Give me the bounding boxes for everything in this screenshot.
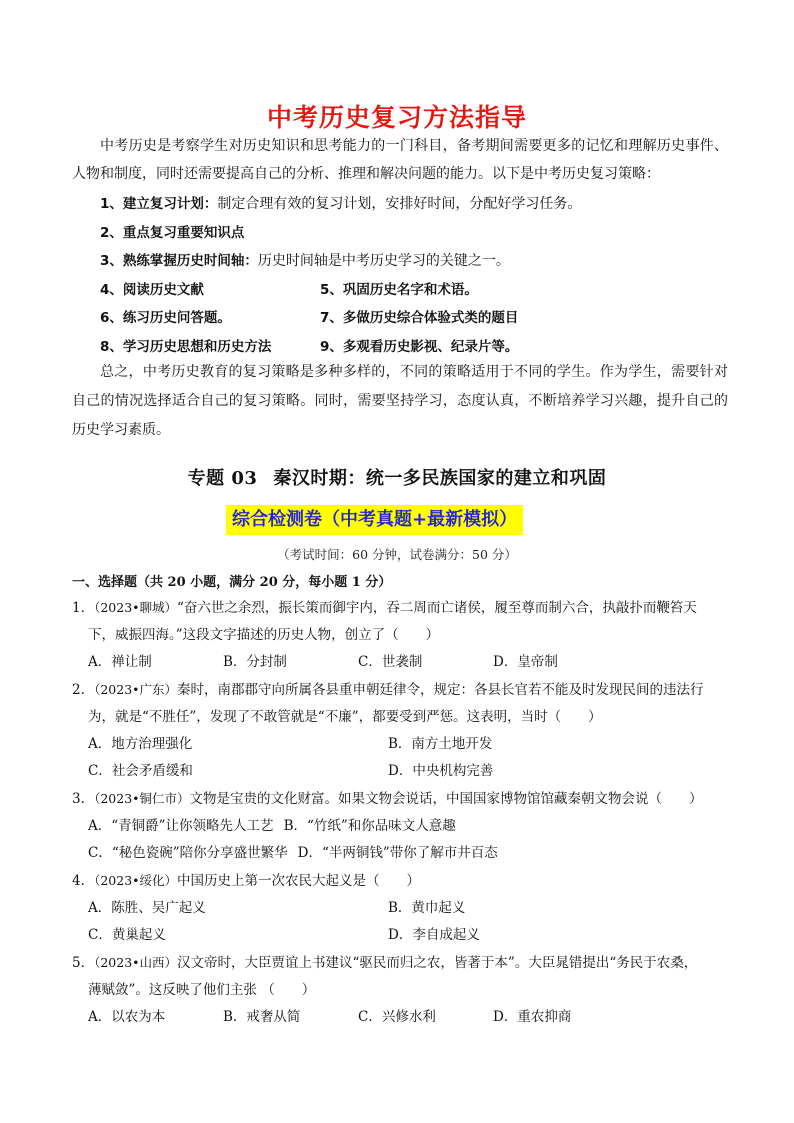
question-item (72, 867, 732, 949)
exam-banner: 综合检测卷（中考真题+最新模拟） (226, 505, 523, 535)
section-heading: 一、选择题（共 20 小题，满分 20 分，每小题 1 分） (72, 575, 392, 590)
option-row (72, 758, 732, 785)
strategy-item: 7、多做历史综合体验式类的题目 (320, 310, 519, 326)
option-row (72, 813, 732, 840)
strategy-item (100, 247, 740, 276)
option-d[interactable]: D．中央机构完善 (388, 763, 494, 779)
strategy-item: 9、多观看历史影视、纪录片等。 (320, 338, 519, 355)
option-row (72, 840, 732, 867)
option-c[interactable]: C．“秘色瓷碗”陪你分享盛世繁华 (88, 845, 288, 861)
option-row (72, 1004, 732, 1031)
option-c[interactable]: C．社会矛盾缓和 (88, 763, 193, 779)
strategy-list (100, 190, 740, 361)
question-text-continued: 下，威振四海。”这段文字描述的历史人物，创立了（ ） (88, 627, 440, 643)
strategy-item (100, 190, 740, 219)
option-d[interactable]: D．皇帝制 (493, 654, 558, 670)
question-stem (72, 676, 732, 731)
strategy-pair-row (100, 333, 740, 362)
main-title: 中考历史复习方法指导 (266, 103, 527, 132)
option-b[interactable]: B．南方土地开发 (388, 736, 493, 752)
topic-title (0, 464, 794, 490)
option-b[interactable]: B．戒奢从简 (223, 1009, 301, 1025)
question-text: 文物是宝贵的文化财富。如果文物会说话，中国国家博物馆馆藏秦朝文物会说（ ） (189, 791, 703, 807)
option-c[interactable]: C．兴修水利 (358, 1009, 436, 1025)
option-row (72, 731, 732, 758)
summary-paragraph: 总之，中考历史教育的复习策略是多种多样的，不同的策略适用于不同的学生。作为学生，需要针对自己的情况选择适合自己的复习策略。同时，需要坚持学习，态度认真，不断培养学习兴趣，提升自己的历史学习素质。 (72, 364, 728, 438)
question-item (72, 785, 732, 867)
question-item (72, 594, 732, 676)
option-d[interactable]: D．李自成起义 (388, 927, 480, 943)
topic-code: 专题 03 (187, 468, 258, 489)
strategy-item: 4、阅读历史文献 (100, 281, 204, 298)
question-number: 2． (72, 682, 95, 698)
strategy-item: 8、学习历史思想和历史方法 (100, 338, 272, 355)
option-b[interactable]: B．“竹纸”和你品味文人意趣 (283, 818, 456, 834)
option-c[interactable]: C．黄巢起义 (88, 927, 166, 943)
question-item (72, 676, 732, 785)
question-text: 中国历史上第一次农民大起义是（ ） (177, 873, 421, 889)
option-a[interactable]: A．陈胜、吴广起义 (88, 900, 206, 916)
option-a[interactable]: A．地方治理强化 (88, 736, 193, 752)
option-a[interactable]: A．“青铜爵”让你领略先人工艺 (88, 818, 274, 834)
question-stem (72, 867, 732, 895)
option-b[interactable]: B．黄巾起义 (388, 900, 466, 916)
exam-info: （考试时间：60 分钟，试卷满分：50 分） (277, 547, 517, 562)
question-number: 3． (72, 791, 95, 807)
option-row (72, 922, 732, 949)
question-source: （2023•广东） (94, 682, 178, 697)
question-source: （2023•铜仁市） (94, 791, 190, 806)
question-source: （2023•山西） (94, 955, 178, 970)
strategy-item: 6、练习历史问答题。 (100, 310, 231, 326)
question-number: 5． (72, 955, 95, 971)
question-item (72, 949, 732, 1031)
option-d[interactable]: D．重农抑商 (493, 1009, 572, 1025)
question-source: （2023•聊城） (94, 600, 178, 615)
question-source: （2023•绥化） (94, 873, 178, 888)
strategy-item (100, 219, 740, 248)
question-stem (72, 594, 732, 649)
strategy-pair-row (100, 304, 740, 333)
question-stem (72, 785, 732, 813)
option-row (72, 895, 732, 922)
option-row (72, 649, 732, 676)
strategy-label: 1、建立复习计划： (100, 196, 218, 212)
option-a[interactable]: A．禅让制 (88, 654, 152, 670)
question-text-continued: 薄赋敛”。这反映了他们主张 （ ） (88, 982, 316, 998)
strategy-pair-row (100, 276, 740, 305)
question-list (72, 594, 732, 1031)
option-a[interactable]: A．以农为本 (88, 1009, 166, 1025)
question-text: 汉文帝时，大臣贾谊上书建议“驱民而归之农，皆著于本”。大臣晁错提出“务民于农桑， (177, 955, 698, 971)
option-b[interactable]: B．分封制 (223, 654, 287, 670)
strategy-label: 3、熟练掌握历史时间轴： (100, 253, 258, 269)
question-text-continued: 为，就是“不胜任”，发现了不敢管就是“不廉”，都要受到严惩。这表明，当时（ ） (88, 709, 602, 725)
strategy-label: 2、重点复习重要知识点 (100, 224, 245, 241)
intro-paragraph: 中考历史是考察学生对历史知识和思考能力的一门科目，备考期间需要更多的记忆和理解历史事件、人物和制度，同时还需要提高自己的分析、推理和解决问题的能力。以下是中考历史复习策略： (72, 138, 728, 182)
topic-name: 秦汉时期：统一多民族国家的建立和巩固 (273, 468, 607, 489)
question-number: 1． (72, 600, 95, 616)
question-text: “奋六世之余烈，振长策而御宇内，吞二周而亡诸侯，履至尊而制六合，执敲扑而鞭笞天 (177, 600, 697, 616)
question-text: 秦时，南郡郡守向所属各县重申朝廷律令，规定：各县长官若不能及时发现民间的违法行 (177, 682, 704, 698)
question-stem (72, 949, 732, 1004)
strategy-text: 制定合理有效的复习计划，安排好时间，分配好学习任务。 (217, 196, 582, 212)
option-c[interactable]: C．世袭制 (358, 654, 423, 670)
strategy-item: 5、巩固历史名字和术语。 (320, 281, 478, 298)
strategy-text: 历史时间轴是中考历史学习的关键之一。 (257, 253, 510, 269)
option-d[interactable]: D．“半两铜钱”带你了解市井百态 (297, 845, 498, 861)
question-number: 4． (72, 873, 95, 889)
